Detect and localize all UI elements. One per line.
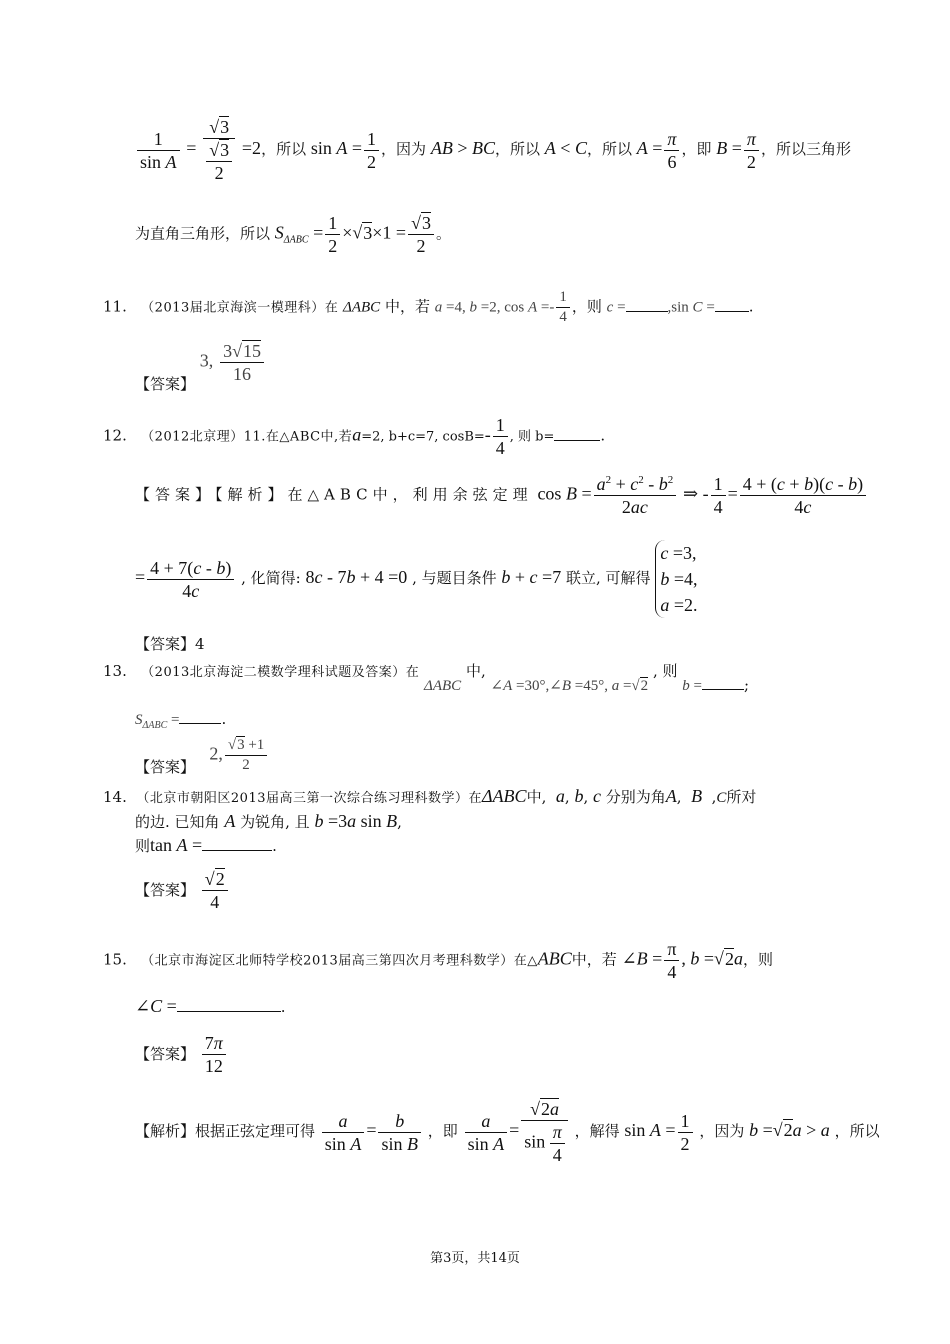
q14-line3: 则tan A = . — [135, 835, 277, 855]
q15: 15. （北京市海淀区北师特学校2013届高三第四次月考理科数学）在△ABC中，若 ∠B = $\frac{\pi}{4}$ , b =√2a，则 — [103, 939, 773, 982]
q14: 14. （北京市朝阳区2013届高三第一次综合练习理科数学）在ΔABC中, a, b, c 分别为角A, B ,C所对 — [103, 786, 757, 806]
q14-line2: 的边. 已知角 A 为锐角, 且 b =3a sin B, — [135, 811, 402, 831]
system-brace: c =3, b =4, a =2. — [655, 540, 697, 618]
q15-line2: ∠C = . — [135, 996, 286, 1016]
fraction: $\frac{√3}{\frac{√3}{2}}$ — [203, 118, 235, 182]
q13: 13. （2013北京海淀二模数学理科试题及答案）在 ΔABC 中, ∠A =30°,∠B =45°, a =√2 , 则 b = ; — [103, 662, 750, 694]
q13-answer: 【答案】 2, $\frac{√3 +1}{2}$ — [135, 738, 269, 773]
line-1: $\frac{1}{\text{sin A}}$ = $\frac{√3}{\frac{√3}{2}}$ =2，所以 sin A = $\frac{1}{2}$ ，因为 AB > BC，所以 A < C，所以 A = $\frac{\pi}{6}$ ，即 B = $\frac{\pi}{2}$ ，所以三角形 — [135, 118, 851, 182]
q15-solution: 【解析】根据正弦定理可得 $\frac{a}{\text{sin A}}$ = $\frac{b}{\text{sin B}}$ ，即 $\frac{a}{\text{sin A}}$ = √2a sin $\frac{\pi}{4}$ ，解得 sin A = $\frac{1}{2}$ ，因为 b =√2a > a ，所以 — [135, 1099, 880, 1165]
q11-answer: 【答案】 3, $\frac{3√15}{16}$ — [135, 342, 266, 383]
q12: 12. （2012北京理）11.在△ABC中,若a=2, b+c=7, cosB=- $\frac{1}{4}$ , 则 b= . — [103, 415, 606, 458]
q13-line2: $S_{\Delta ABC}$ = . — [135, 710, 227, 731]
q12-solution: 【答案】【解析】在△ABC中，利用余弦定理 cos B = $\frac{a^2 + c^2 - b^2}{2ac}$ ⇒ - $\frac{1}{4}$ = $\frac{4 + (c + b)(c - b)}{4c}$ — [135, 475, 868, 516]
q14-answer: 【答案】 $\frac{√2}{4}$ — [135, 870, 230, 911]
page-footer: 第3页，共14页 — [430, 1251, 520, 1266]
line-2: 为直角三角形，所以 $S_{\Delta ABC}$ = $\frac{1}{2}$ ×√3×1 = $\frac{√3}{2}$ 。 — [135, 213, 451, 256]
q12-answer: 【答案】4 — [135, 635, 205, 653]
fraction: $\frac{1}{\text{sin A}}$ — [137, 130, 180, 171]
q15-answer: 【答案】 $\frac{7\pi}{12}$ — [135, 1034, 228, 1075]
q11: 11. （2013届北京海滨一模理科）在 ΔABC 中，若 a =4, b =2, cos A =- $\frac{1}{4}$ ，则 c = ,sin C = . — [103, 289, 754, 325]
q12-simplify: = $\frac{4 + 7(c - b)}{4c}$ , 化简得: 8c - 7b + 4 =0 , 与题目条件 b + c =7 联立, 可解得 c =3, b =4, a =2. — [135, 540, 697, 618]
